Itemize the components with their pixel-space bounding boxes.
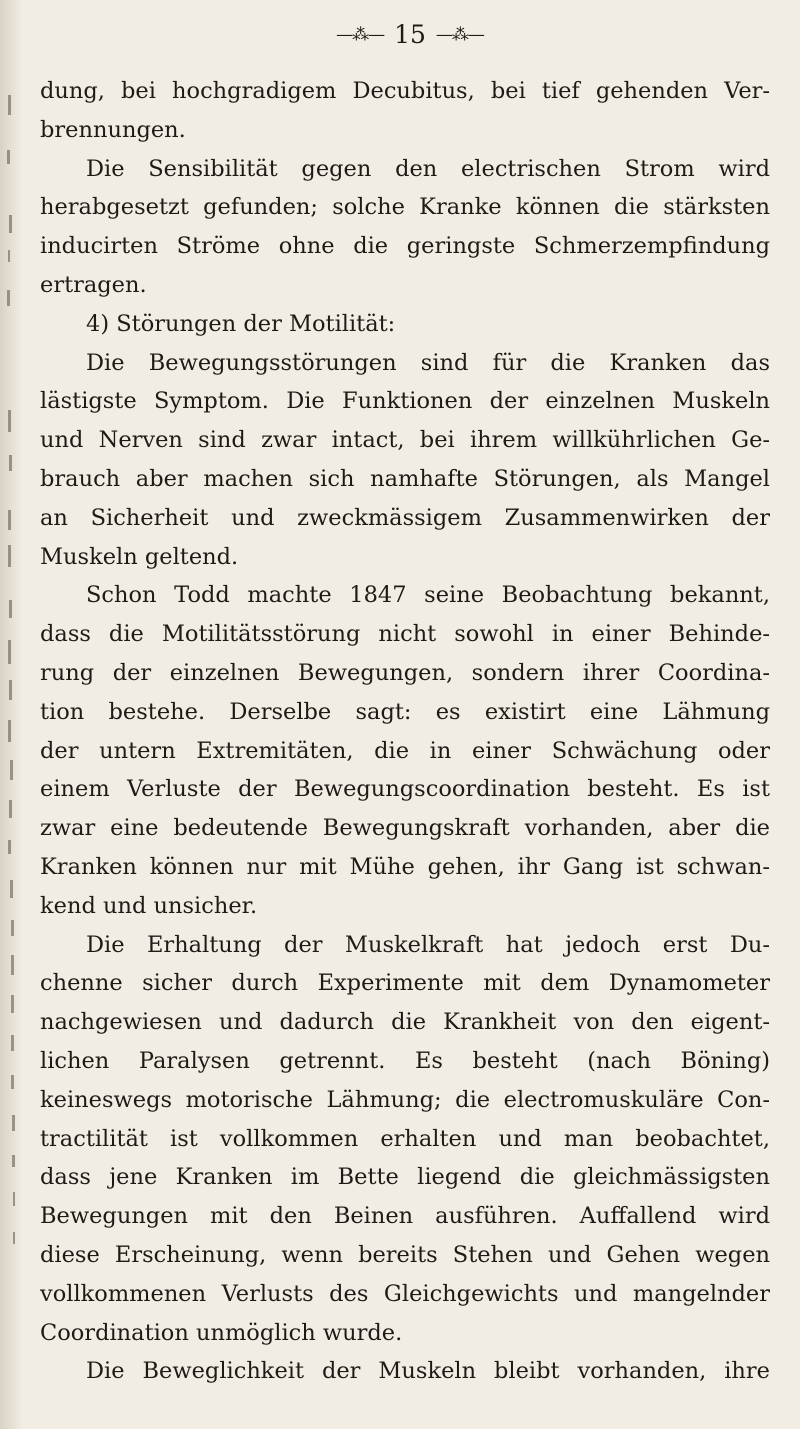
text-line: brennungen.: [40, 116, 186, 143]
text-line: tractilität ist vollkommen erhalten und man beobachtet,: [40, 1125, 770, 1152]
text-line: nachgewiesen und dadurch die Krankheit von den eigent-: [40, 1009, 770, 1036]
text-line: herabgesetzt gefunden; solche Kranke können die stärksten: [40, 194, 770, 221]
text-line: zwar eine bedeutende Bewegungskraft vorhanden, aber die: [40, 815, 770, 842]
text-line: an Sicherheit und zweckmässigem Zusammenwirken der: [40, 504, 770, 531]
text-line: Kranken können nur mit Mühe gehen, ihr Gang ist schwan-: [40, 853, 770, 880]
page-number: 15: [394, 19, 426, 49]
text-line: inducirten Ströme ohne die geringste Schmerzempfindung: [40, 233, 770, 260]
text-line: kend und unsicher.: [40, 892, 258, 919]
text-line: Die Beweglichkeit der Muskeln bleibt vorhanden, ihre: [86, 1358, 770, 1385]
right-ornament: —⁂—: [435, 24, 484, 45]
page-header: [0, 18, 800, 50]
text-line: der untern Extremitäten, die in einer Schwächung oder: [40, 737, 770, 764]
text-line: Schon Todd machte 1847 seine Beobachtung bekannt,: [86, 582, 770, 609]
text-line: Coordination unmöglich wurde.: [40, 1319, 403, 1346]
text-line: 4) Störungen der Motilität:: [86, 310, 396, 337]
text-line: Muskeln geltend.: [40, 543, 239, 570]
text-line: dass jene Kranken im Bette liegend die gleichmässigsten: [40, 1164, 770, 1191]
text-line: dung, bei hochgradigem Decubitus, bei tief gehenden Ver-: [40, 78, 770, 104]
text-line: rung der einzelnen Bewegungen, sondern ihrer Coordina-: [40, 659, 770, 686]
text-line: einem Verluste der Bewegungscoordination besteht. Es ist: [40, 776, 770, 803]
text-line: diese Erscheinung, wenn bereits Stehen und Gehen wegen: [40, 1241, 770, 1268]
left-ornament: —⁂—: [336, 24, 385, 45]
text-line: tion bestehe. Derselbe sagt: es existirt eine Lähmung: [40, 698, 770, 725]
body-text: [40, 72, 770, 1391]
text-line: Die Bewegungsstörungen sind für die Kranken das: [86, 349, 770, 376]
text-line: ertragen.: [40, 271, 147, 298]
text-line: Die Erhaltung der Muskelkraft hat jedoch erst Du-: [86, 931, 770, 958]
text-line: Bewegungen mit den Beinen ausführen. Auffallend wird: [40, 1203, 770, 1230]
text-line: keineswegs motorische Lähmung; die electromuskuläre Con-: [40, 1086, 770, 1113]
binding-marks: [2, 0, 16, 1429]
text-line: lichen Paralysen getrennt. Es besteht (nach Böning): [40, 1047, 770, 1074]
text-line: lästigste Symptom. Die Funktionen der einzelnen Muskeln: [40, 388, 770, 415]
text-line: und Nerven sind zwar intact, bei ihrem willkührlichen Ge-: [40, 427, 770, 454]
text-line: chenne sicher durch Experimente mit dem Dynamometer: [40, 970, 770, 997]
text-line: vollkommenen Verlusts des Gleichgewichts und mangelnder: [40, 1280, 770, 1307]
text-line: brauch aber machen sich namhafte Störungen, als Mangel: [40, 465, 770, 492]
text-line: Die Sensibilität gegen den electrischen Strom wird: [86, 155, 770, 182]
text-line: dass die Motilitätsstörung nicht sowohl in einer Behinde-: [40, 621, 770, 648]
